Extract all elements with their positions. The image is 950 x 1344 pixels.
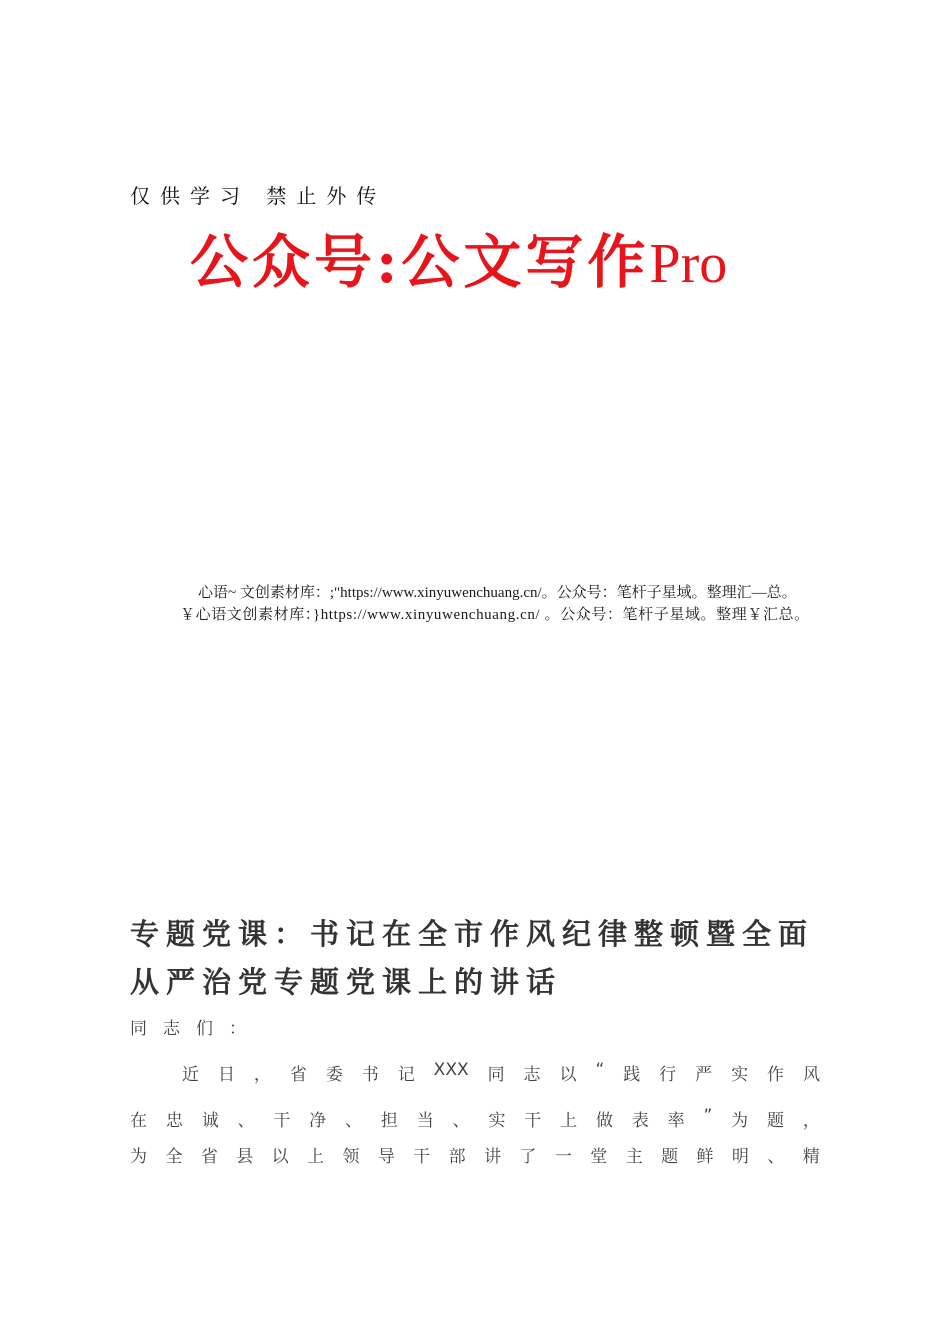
paragraph-char: ， bbox=[253, 1065, 271, 1085]
paragraph-char: XXX bbox=[433, 1060, 469, 1080]
paragraph-char: 题 bbox=[767, 1111, 784, 1131]
paragraph-char: 、 bbox=[452, 1111, 470, 1131]
brand-main: 公众号:公文写作 bbox=[190, 228, 650, 296]
paragraph-char: 干 bbox=[524, 1111, 542, 1131]
paragraph-char: 书 bbox=[361, 1065, 379, 1085]
greeting: 同志们： bbox=[130, 1019, 262, 1039]
paragraph-char: 志 bbox=[523, 1065, 541, 1085]
paragraph-char: 导 bbox=[377, 1147, 395, 1167]
paragraph-char: 干 bbox=[413, 1147, 431, 1167]
paragraph-char: 上 bbox=[307, 1147, 325, 1167]
article-title: 专题党课：书记在全市作风纪律整顿暨全面从严治党专题党课上的讲话 bbox=[130, 917, 815, 999]
paragraph-char: 干 bbox=[273, 1111, 291, 1131]
paragraph-char: “ bbox=[595, 1060, 605, 1080]
brand-heading bbox=[190, 222, 727, 304]
paragraph-char: 以 bbox=[559, 1065, 577, 1085]
paragraph-char: 部 bbox=[448, 1147, 466, 1167]
paragraph-char: 做 bbox=[595, 1111, 613, 1131]
paragraph-char: 、 bbox=[767, 1147, 785, 1167]
paragraph-char: 全 bbox=[165, 1147, 183, 1167]
paragraph-char: 诚 bbox=[201, 1111, 219, 1131]
paragraph-char: 了 bbox=[519, 1147, 537, 1167]
paragraph-char: 忠 bbox=[165, 1111, 183, 1131]
paragraph-char: 县 bbox=[236, 1147, 254, 1167]
source-note-line: ￥心语文创素材库：}https://www.xinyuwenchuang.cn/ 。公众号：笔杆子星域。整理￥汇总。 bbox=[180, 607, 810, 623]
paragraph-char: 、 bbox=[345, 1111, 363, 1131]
paragraph-char: 当 bbox=[416, 1111, 434, 1131]
paragraph-char: 实 bbox=[731, 1065, 749, 1085]
paragraph-char: 同 bbox=[487, 1065, 505, 1085]
paragraph-char: 明 bbox=[731, 1147, 749, 1167]
paragraph-char: 主 bbox=[625, 1147, 643, 1167]
brand-suffix: Pro bbox=[649, 233, 728, 295]
paragraph-char: 严 bbox=[695, 1065, 713, 1085]
source-note-line: 心语~ 文创素材库：;"https://www.xinyuwenchuang.cn/。公众号：笔杆子星域。整理汇—总。 bbox=[198, 585, 797, 601]
paragraph-char: ， bbox=[802, 1111, 820, 1131]
paragraph-line bbox=[130, 1106, 820, 1131]
notice-text: 仅供学习 禁止外传 bbox=[130, 184, 387, 208]
paragraph-char: 一 bbox=[554, 1147, 572, 1167]
paragraph-char: 堂 bbox=[590, 1147, 608, 1167]
paragraph-char: 、 bbox=[237, 1111, 255, 1131]
paragraph-char: 委 bbox=[325, 1065, 343, 1085]
paragraph-char: 作 bbox=[767, 1065, 785, 1085]
paragraph-char: 上 bbox=[560, 1111, 578, 1131]
paragraph-char: 率 bbox=[667, 1111, 685, 1131]
paragraph-line bbox=[182, 1060, 820, 1085]
paragraph-char: 践 bbox=[623, 1065, 641, 1085]
paragraph-char: 领 bbox=[342, 1147, 360, 1167]
paragraph-char: 表 bbox=[631, 1111, 649, 1131]
paragraph-char: 题 bbox=[661, 1147, 679, 1167]
paragraph-line bbox=[130, 1142, 820, 1167]
paragraph-char: 风 bbox=[802, 1065, 820, 1085]
paragraph-char: 担 bbox=[380, 1111, 398, 1131]
paragraph-char: 近 bbox=[182, 1065, 199, 1085]
paragraph-char: 实 bbox=[488, 1111, 506, 1131]
paragraph-char: 省 bbox=[200, 1147, 218, 1167]
paragraph-char: 为 bbox=[731, 1111, 749, 1131]
paragraph-char: 讲 bbox=[484, 1147, 502, 1167]
paragraph-char: 为 bbox=[130, 1147, 147, 1167]
paragraph-char: 行 bbox=[659, 1065, 677, 1085]
paragraph-char: 在 bbox=[130, 1111, 147, 1131]
paragraph-char: 净 bbox=[309, 1111, 327, 1131]
paragraph-char: 省 bbox=[289, 1065, 307, 1085]
paragraph-char: 记 bbox=[397, 1065, 415, 1085]
source-notes bbox=[130, 582, 830, 626]
paragraph-char: 以 bbox=[271, 1147, 289, 1167]
paragraph-char: 鲜 bbox=[696, 1147, 714, 1167]
paragraph-char: 日 bbox=[217, 1065, 235, 1085]
paragraph-char: ” bbox=[703, 1106, 713, 1126]
paragraph-char: 精 bbox=[802, 1147, 820, 1167]
